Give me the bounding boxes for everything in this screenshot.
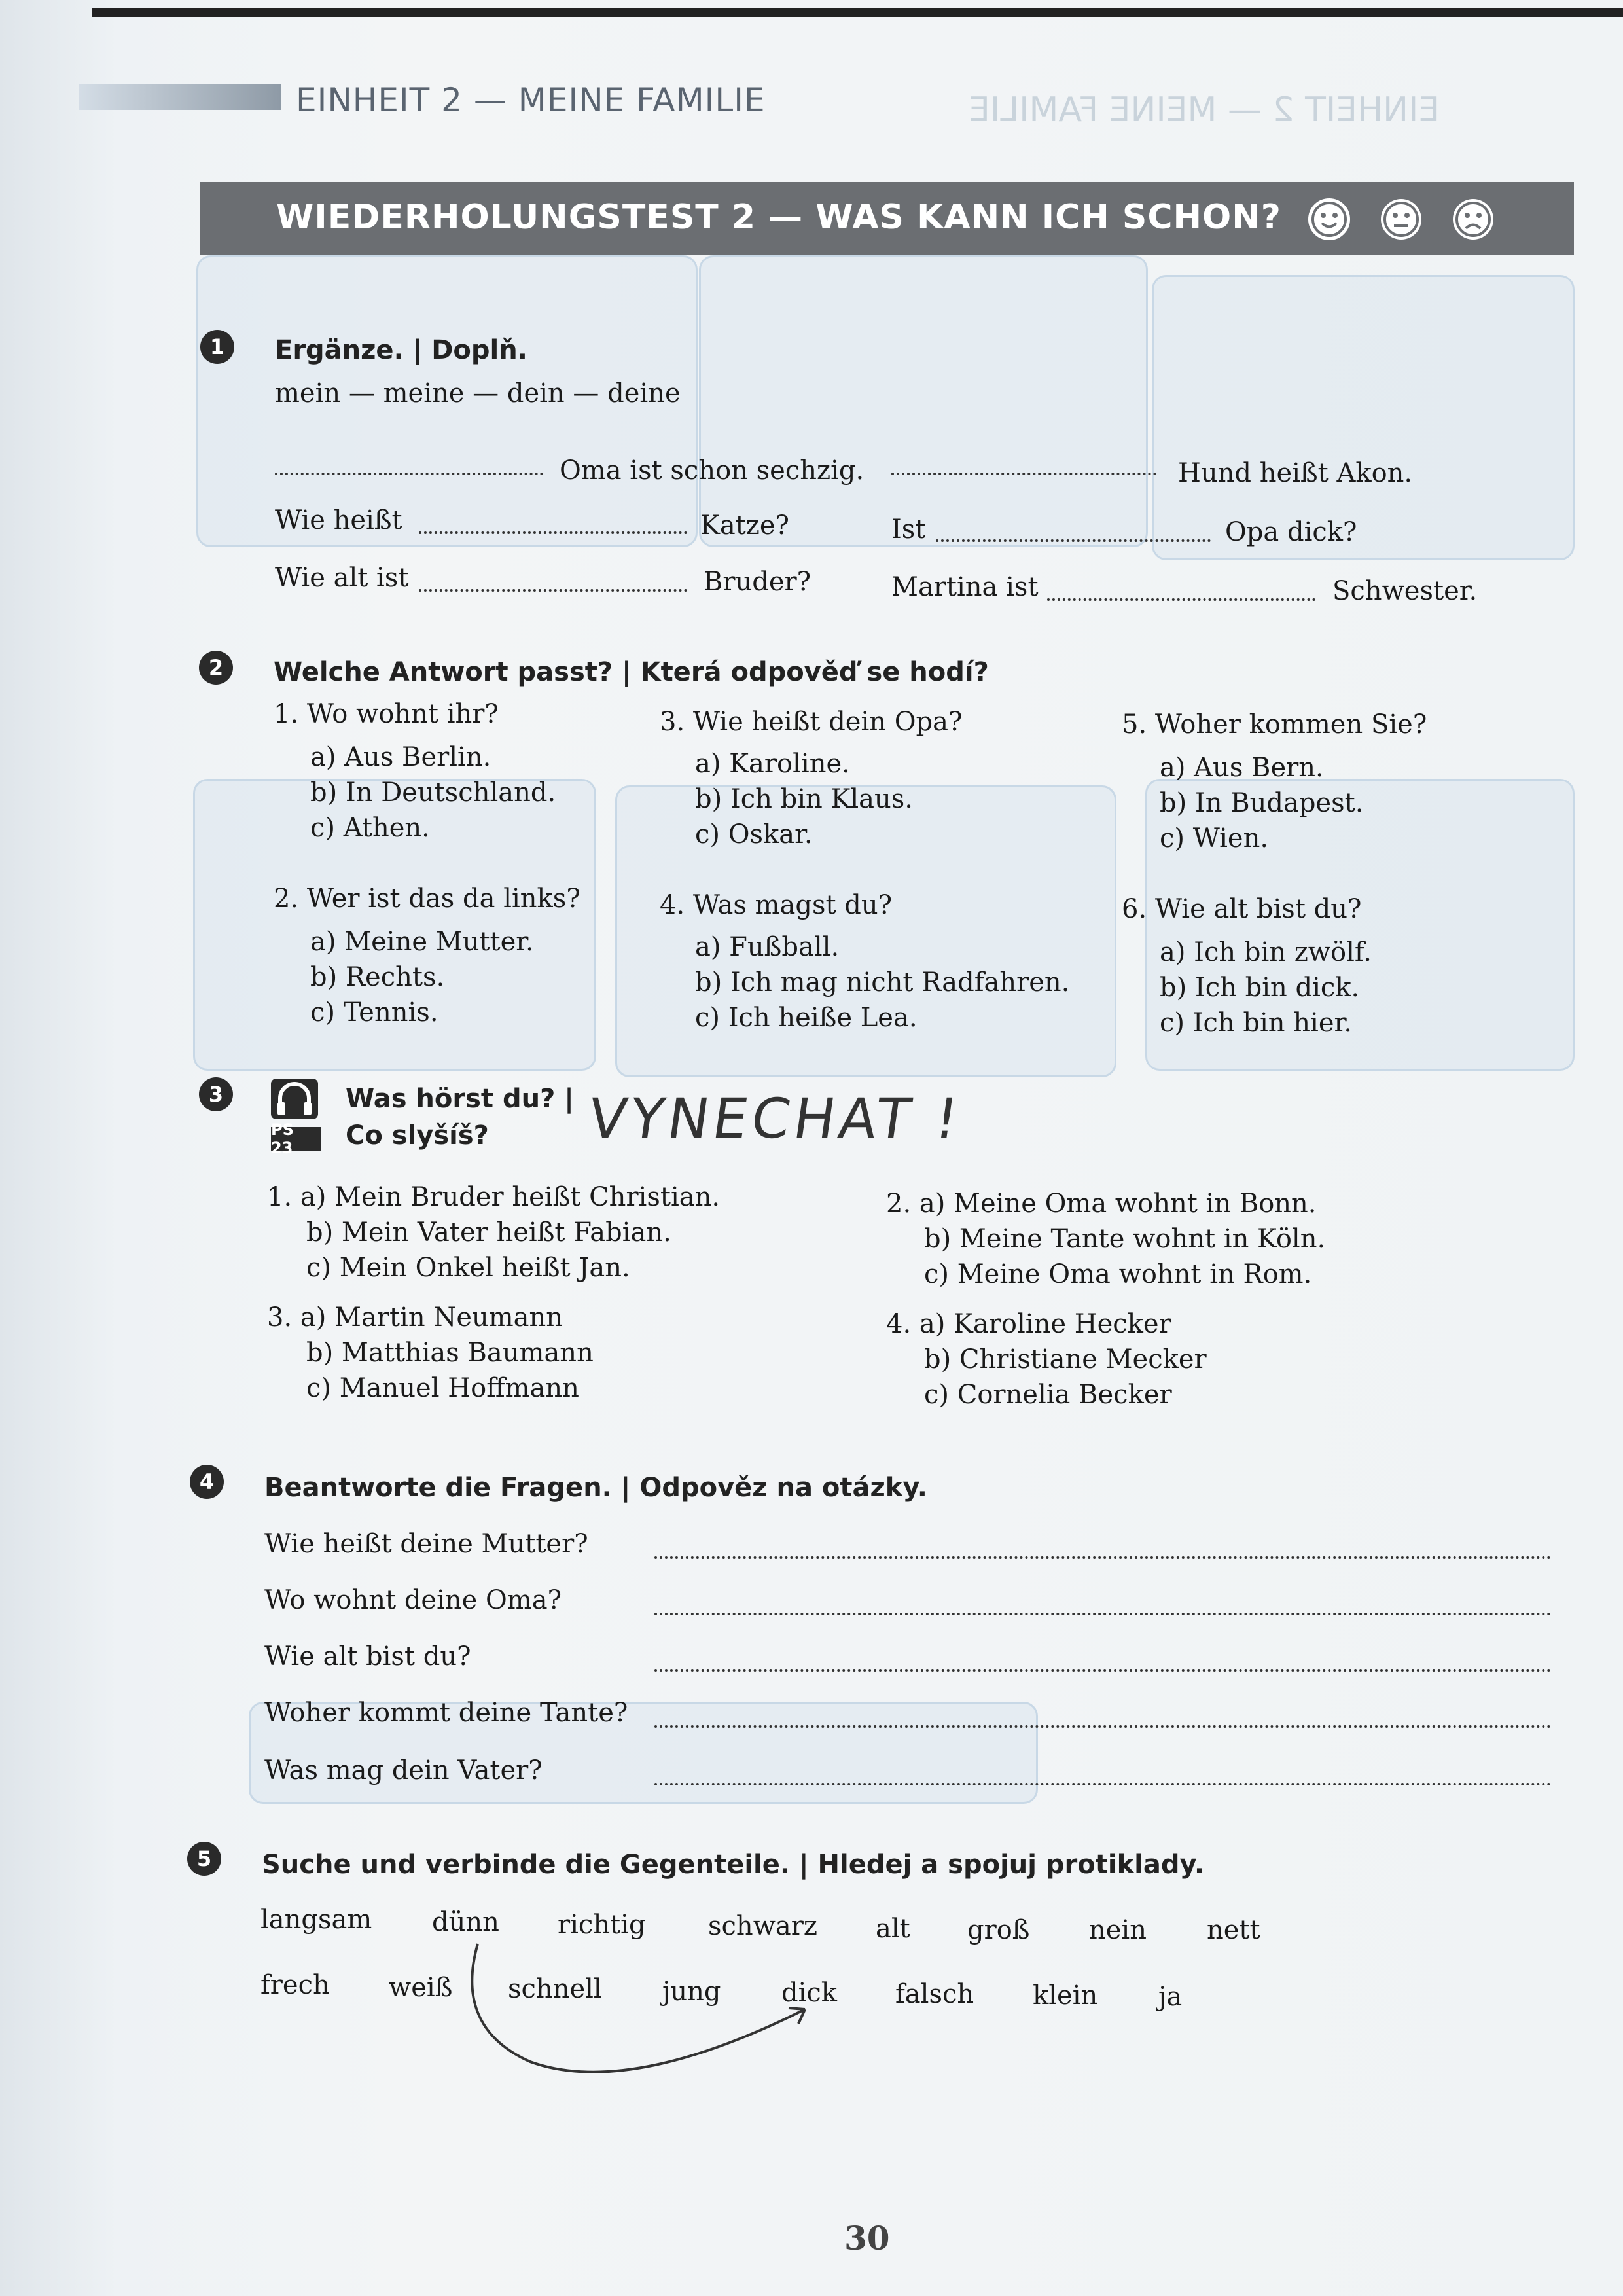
- word-bank: mein — meine — dein — deine: [275, 378, 681, 408]
- word-item[interactable]: klein: [1033, 1981, 1098, 2011]
- exercise-title: Co slyšíš?: [346, 1121, 489, 1151]
- question: Wie heißt deine Mutter?: [264, 1529, 588, 1559]
- bleed-through-illustration: [1152, 275, 1575, 560]
- word-item[interactable]: dünn: [432, 1907, 499, 1937]
- listening-option[interactable]: b) Mein Vater heißt Fabian.: [306, 1217, 671, 1247]
- question: 2. Wer ist das da links?: [274, 884, 580, 914]
- exercise-title: Ergänze. | Doplň.: [275, 335, 527, 365]
- bleed-through-illustration: [615, 785, 1116, 1077]
- word-item[interactable]: schnell: [508, 1974, 602, 2004]
- exercise-number: 2: [199, 651, 233, 685]
- sentence-text: Hund heißt Akon.: [1178, 458, 1413, 488]
- header-accent-strip: [79, 84, 281, 110]
- answer-line[interactable]: [654, 1613, 1551, 1615]
- answer-option[interactable]: b) Ich bin dick.: [1160, 973, 1360, 1003]
- handwritten-note: VYNECHAT !: [584, 1086, 967, 1151]
- word-item[interactable]: frech: [260, 1970, 330, 2000]
- answer-option[interactable]: c) Tennis.: [310, 997, 438, 1028]
- word-item[interactable]: ja: [1158, 1982, 1183, 2012]
- blank-line[interactable]: [1047, 598, 1315, 601]
- listening-option[interactable]: 4. a) Karoline Hecker: [886, 1309, 1171, 1339]
- sentence-text: Schwester.: [1332, 576, 1478, 606]
- listening-option[interactable]: 1. a) Mein Bruder heißt Christian.: [267, 1182, 721, 1212]
- answer-option[interactable]: a) Meine Mutter.: [310, 927, 534, 957]
- question: 5. Woher kommen Sie?: [1122, 709, 1427, 740]
- answer-line[interactable]: [654, 1556, 1551, 1559]
- blank-line[interactable]: [936, 539, 1211, 542]
- bleed-through-illustration: [699, 255, 1148, 547]
- answer-option[interactable]: a) Ich bin zwölf.: [1160, 937, 1372, 967]
- exercise-number: 4: [190, 1465, 224, 1499]
- word-item[interactable]: nein: [1089, 1915, 1147, 1945]
- sentence-text: Bruder?: [704, 567, 812, 597]
- exercise-number: 3: [199, 1077, 233, 1111]
- answer-line[interactable]: [654, 1725, 1551, 1728]
- sentence-text: Ist: [891, 514, 926, 545]
- sentence-text: Wie heißt: [275, 505, 402, 535]
- sentence-text: Oma ist schon sechzig.: [560, 456, 865, 486]
- listening-option[interactable]: c) Meine Oma wohnt in Rom.: [924, 1259, 1312, 1289]
- answer-line[interactable]: [654, 1783, 1551, 1785]
- word-item[interactable]: langsam: [260, 1905, 372, 1935]
- answer-option[interactable]: b) Ich bin Klaus.: [695, 784, 914, 814]
- exercise-number: 1: [200, 330, 234, 364]
- listening-option[interactable]: b) Christiane Mecker: [924, 1344, 1207, 1374]
- sentence-text: Martina ist: [891, 572, 1039, 602]
- sad-face-icon: [1450, 196, 1496, 242]
- listening-option[interactable]: 2. a) Meine Oma wohnt in Bonn.: [886, 1189, 1317, 1219]
- answer-option[interactable]: c) Wien.: [1160, 823, 1269, 853]
- sentence-text: Wie alt ist: [275, 563, 409, 593]
- headphones-icon: [271, 1079, 318, 1119]
- exercise-number: 5: [187, 1842, 221, 1876]
- answer-line[interactable]: [654, 1669, 1551, 1672]
- answer-option[interactable]: c) Athen.: [310, 813, 430, 843]
- drawn-connection-arrow: [452, 1937, 818, 2081]
- question: Was mag dein Vater?: [264, 1755, 543, 1785]
- question: Wie alt bist du?: [264, 1641, 471, 1672]
- answer-option[interactable]: a) Fußball.: [695, 932, 840, 962]
- word-item[interactable]: schwarz: [708, 1911, 817, 1941]
- question: Woher kommt deine Tante?: [264, 1698, 628, 1728]
- sentence-text: Opa dick?: [1225, 517, 1357, 547]
- word-item[interactable]: jung: [662, 1977, 721, 2007]
- word-item[interactable]: groß: [967, 1915, 1030, 1945]
- sentence-text: Katze?: [700, 511, 789, 541]
- listening-option[interactable]: 3. a) Martin Neumann: [267, 1302, 563, 1333]
- question: 3. Wie heißt dein Opa?: [660, 707, 963, 737]
- test-title: WIEDERHOLUNGSTEST 2 — WAS KANN ICH SCHON?: [276, 198, 1281, 237]
- question: 1. Wo wohnt ihr?: [274, 699, 499, 729]
- exercise-title: Suche und verbinde die Gegenteile. | Hledej a spojuj protiklady.: [262, 1850, 1205, 1880]
- question: Wo wohnt deine Oma?: [264, 1585, 562, 1615]
- listening-option[interactable]: c) Mein Onkel heißt Jan.: [306, 1253, 630, 1283]
- blank-line[interactable]: [275, 473, 543, 475]
- answer-option[interactable]: c) Ich bin hier.: [1160, 1008, 1352, 1038]
- page-number: 30: [844, 2219, 890, 2257]
- word-item[interactable]: weiß: [389, 1973, 453, 2003]
- blank-line[interactable]: [419, 589, 687, 592]
- listening-option[interactable]: b) Matthias Baumann: [306, 1338, 594, 1368]
- bleed-through-title: EINHEIT 2 — MEINE FAMILIE: [969, 90, 1440, 130]
- listening-option[interactable]: c) Cornelia Becker: [924, 1380, 1172, 1410]
- happy-face-icon: [1306, 196, 1352, 242]
- word-item[interactable]: falsch: [895, 1979, 974, 2009]
- question: 6. Wie alt bist du?: [1122, 894, 1362, 924]
- unit-title: EINHEIT 2 — MEINE FAMILIE: [296, 81, 766, 119]
- answer-option[interactable]: a) Aus Berlin.: [310, 742, 491, 772]
- listening-option[interactable]: b) Meine Tante wohnt in Köln.: [924, 1224, 1326, 1254]
- word-item[interactable]: alt: [876, 1914, 910, 1944]
- neutral-face-icon: [1378, 196, 1424, 242]
- answer-option[interactable]: b) Ich mag nicht Radfahren.: [695, 967, 1070, 997]
- scan-top-edge: [92, 8, 1623, 17]
- answer-option[interactable]: c) Oskar.: [695, 819, 813, 850]
- answer-option[interactable]: a) Aus Bern.: [1160, 753, 1324, 783]
- exercise-title: Was hörst du? |: [346, 1084, 574, 1114]
- word-item[interactable]: richtig: [558, 1910, 646, 1940]
- answer-option[interactable]: b) Rechts.: [310, 962, 445, 992]
- audio-track-badge: PS 23: [271, 1127, 321, 1151]
- exercise-title: Beantworte die Fragen. | Odpověz na otázky.: [264, 1473, 927, 1503]
- answer-option[interactable]: c) Ich heiße Lea.: [695, 1003, 918, 1033]
- blank-line[interactable]: [891, 473, 1156, 475]
- word-item[interactable]: dick: [781, 1978, 838, 2008]
- answer-option[interactable]: b) In Deutschland.: [310, 778, 556, 808]
- word-item[interactable]: nett: [1207, 1915, 1260, 1945]
- blank-line[interactable]: [419, 531, 687, 534]
- listening-option[interactable]: c) Manuel Hoffmann: [306, 1373, 579, 1403]
- exercise-title: Welche Antwort passt? | Která odpověď se hodí?: [274, 657, 989, 687]
- answer-option[interactable]: b) In Budapest.: [1160, 788, 1364, 818]
- answer-option[interactable]: a) Karoline.: [695, 749, 850, 779]
- question: 4. Was magst du?: [660, 890, 893, 920]
